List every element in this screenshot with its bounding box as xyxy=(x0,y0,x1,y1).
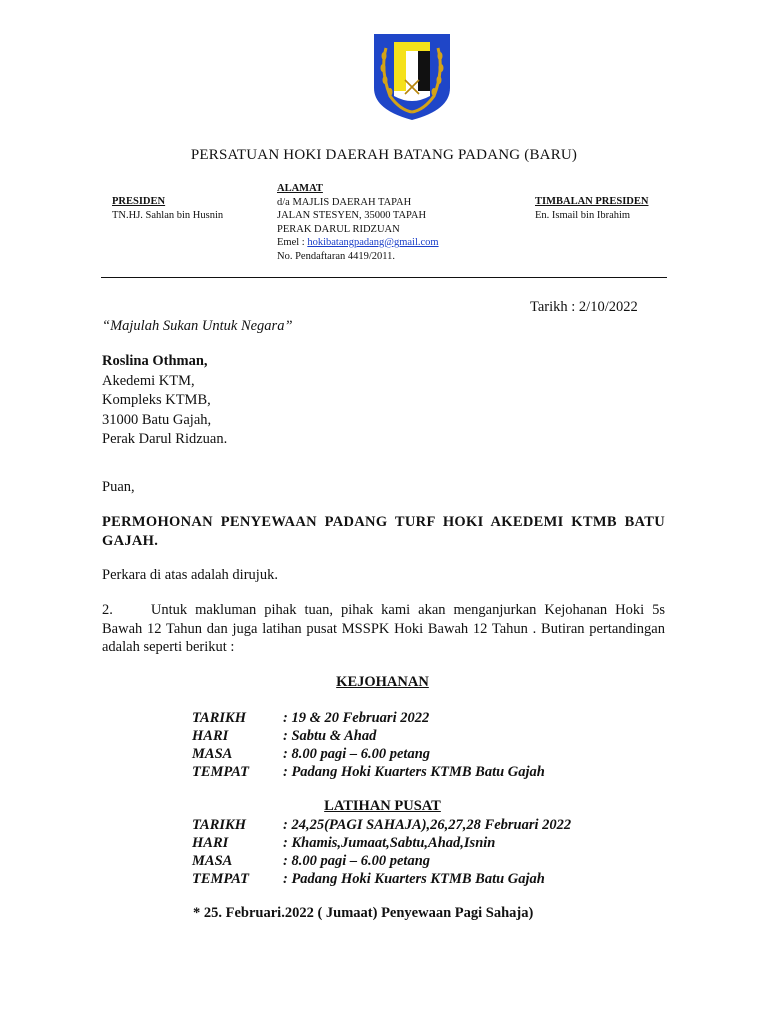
schedule-value: : 24,25(PAGI SAHAJA),26,27,28 Februari 2022 xyxy=(283,817,572,833)
paragraph-2 xyxy=(102,601,665,657)
recipient-line: Kompleks KTMB, xyxy=(102,392,211,408)
address-line: d/a MAJLIS DAERAH TAPAH xyxy=(277,196,412,208)
recipient-address xyxy=(102,352,227,450)
letter-date: Tarikh : 2/10/2022 xyxy=(530,299,638,315)
recipient-line: Perak Darul Ridzuan. xyxy=(102,431,228,447)
paragraph-text: Untuk makluman pihak tuan, pihak kami akan menganjurkan Kejohanan Hoki 5s Bawah 12 Tahun dan juga latihan pusat MSSPK Hoki Bawah 12 Tahun . Butiran pertandingan adalah seperti berikut : xyxy=(102,602,665,655)
schedule-row xyxy=(192,709,612,727)
schedule-value: : Sabtu & Ahad xyxy=(283,728,377,744)
schedule-row xyxy=(192,870,612,888)
address-label: ALAMAT xyxy=(277,183,323,194)
latihan-pusat-schedule xyxy=(192,816,612,888)
schedule-label: MASA xyxy=(192,746,233,762)
schedule-value: : 8.00 pagi – 6.00 petang xyxy=(283,746,431,762)
vice-president-block xyxy=(535,195,648,222)
schedule-row xyxy=(192,727,612,745)
schedule-value: : 8.00 pagi – 6.00 petang xyxy=(283,853,431,869)
email-line xyxy=(277,236,439,250)
schedule-value: : Khamis,Jumaat,Sabtu,Ahad,Isnin xyxy=(283,835,496,851)
president-name: TN.HJ. Sahlan bin Husnin xyxy=(112,209,224,221)
latihan-pusat-title: LATIHAN PUSAT xyxy=(324,798,441,814)
schedule-label: TARIKH xyxy=(192,710,246,726)
schedule-row xyxy=(192,852,612,870)
email-prefix: Emel : xyxy=(277,237,308,248)
address-block xyxy=(277,182,439,263)
association-logo xyxy=(372,30,452,122)
vice-president-name: En. Ismail bin Ibrahim xyxy=(535,209,631,221)
schedule-label: MASA xyxy=(192,853,233,869)
schedule-label: TARIKH xyxy=(192,817,246,833)
recipient-name: Roslina Othman, xyxy=(102,353,208,369)
schedule-label: HARI xyxy=(192,728,229,744)
salutation: Puan, xyxy=(102,479,135,495)
registration-number: No. Pendaftaran 4419/2011. xyxy=(277,250,396,262)
president-block xyxy=(112,195,223,222)
schedule-row xyxy=(192,763,612,781)
organisation-name: PERSATUAN HOKI DAERAH BATANG PADANG (BARU) xyxy=(190,147,578,163)
recipient-line: Akedemi KTM, xyxy=(102,372,195,389)
kejohanan-schedule xyxy=(192,709,612,781)
schedule-value: : Padang Hoki Kuarters KTMB Batu Gajah xyxy=(283,871,545,887)
header-divider xyxy=(101,277,667,278)
schedule-row xyxy=(192,834,612,852)
schedule-value: : 19 & 20 Februari 2022 xyxy=(283,710,430,726)
schedule-label: TEMPAT xyxy=(192,871,249,887)
kejohanan-title: KEJOHANAN xyxy=(336,674,429,690)
president-label: PRESIDEN xyxy=(112,196,166,207)
reference-line: Perkara di atas adalah dirujuk. xyxy=(102,567,278,583)
schedule-label: HARI xyxy=(192,835,229,851)
address-line: JALAN STESYEN, 35000 TAPAH xyxy=(277,210,427,221)
email-link[interactable]: hokibatangpadang@gmail.com xyxy=(307,237,439,248)
motto: “Majulah Sukan Untuk Negara” xyxy=(102,318,293,334)
rental-note: * 25. Februari.2022 ( Jumaat) Penyewaan Pagi Sahaja) xyxy=(193,905,534,921)
paragraph-number: 2. xyxy=(102,602,113,618)
vice-president-label: TIMBALAN PRESIDEN xyxy=(535,196,649,207)
schedule-row xyxy=(192,816,612,834)
letter-subject: PERMOHONAN PENYEWAAN PADANG TURF HOKI AKEDEMI KTMB BATU GAJAH. xyxy=(102,514,665,549)
address-line: PERAK DARUL RIDZUAN xyxy=(277,223,400,235)
schedule-row xyxy=(192,745,612,763)
schedule-label: TEMPAT xyxy=(192,764,249,780)
recipient-line: 31000 Batu Gajah, xyxy=(102,411,212,428)
schedule-value: : Padang Hoki Kuarters KTMB Batu Gajah xyxy=(283,764,545,780)
